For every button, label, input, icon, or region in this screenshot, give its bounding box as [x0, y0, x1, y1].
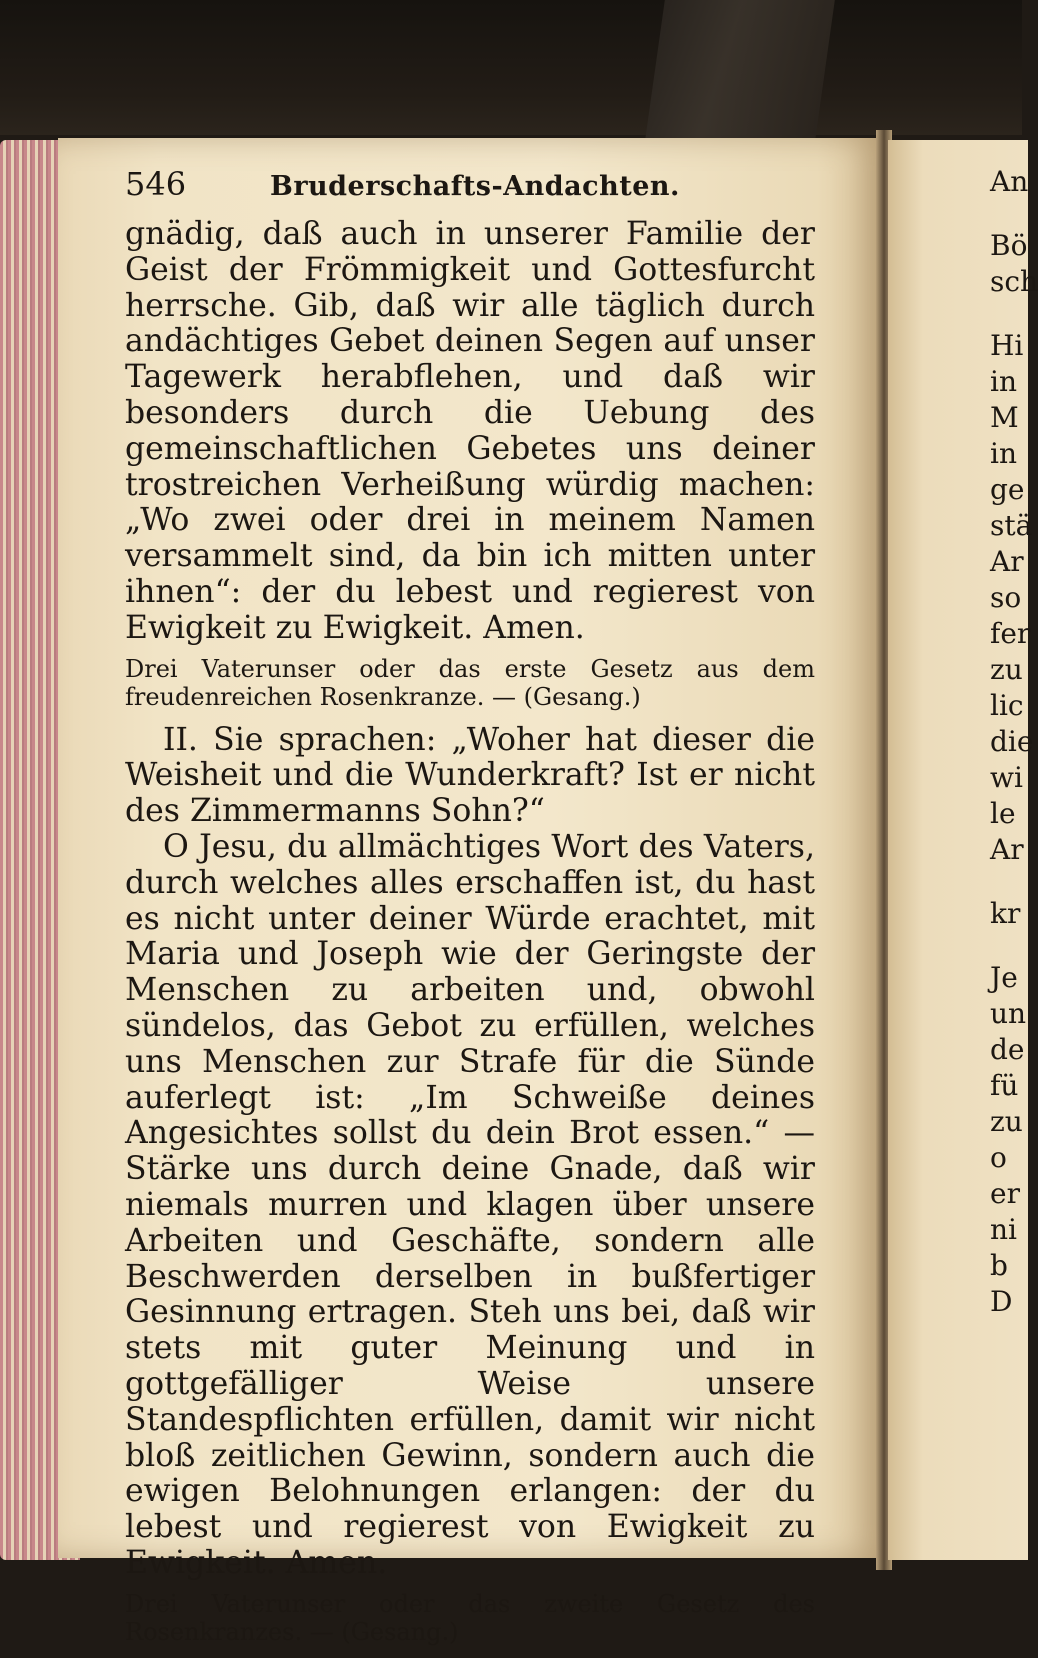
right-page-fragment: le	[990, 797, 1016, 830]
paragraph-prayer-jesus: O Jesu, du allmächtiges Wort des Vaters, durch welches alles erschaffen ist, du hast es nicht unter deiner Würde erachtet, mit Maria und Joseph wie der Geringste der Menschen zu arbeiten und, obwohl sündelos, das Gebot zu erfüllen, welches uns Menschen zur Strafe für die Sünde auferlegt ist: „Im Schweiße deines Angesichtes sollst du dein Brot essen.“ — Stärke uns durch deine Gnade, daß wir niemals murren und klagen über unsere Arbeiten und Geschäfte, sondern alle Beschwerden derselben in bußfertiger Gesinnung ertragen. Steh uns bei, daß wir stets mit guter Meinung und in gottgefälliger Weise unsere Standespflichten erfüllen, damit wir nicht bloß zeitlichen Gewinn, sondern auch die ewigen Belohnungen erlangen: der du lebest und regierest von Ewigkeit zu Ewigkeit. Amen.	[125, 828, 815, 1581]
paragraph-section-ii: II. Sie sprachen: „Woher hat dieser die Weisheit und die Wunderkraft? Ist er nicht des Zimmermanns Sohn?“	[125, 721, 815, 830]
right-page-fragment: zu	[990, 1105, 1023, 1138]
note-first-decade: Drei Vaterunser oder das erste Gesetz aus dem freudenreichen Rosenkranze. — (Gesang.)	[125, 654, 815, 711]
right-page-fragment: Hi	[990, 329, 1024, 362]
right-page-text	[990, 165, 1038, 1321]
running-title: Bruderschafts-Andachten.	[270, 171, 680, 202]
right-page-fragment: M	[990, 401, 1019, 434]
right-page-fragment: b	[990, 1249, 1008, 1282]
right-page-fragment: lic	[990, 689, 1024, 722]
page-header	[125, 165, 815, 217]
note-second-decade: Drei Vaterunser oder das zweite Gesetz des Rosenkranzes. — (Gesang.)	[125, 1589, 815, 1646]
right-page-fragment: fü	[990, 1069, 1019, 1102]
right-page-fragment: in	[990, 437, 1017, 470]
right-page-fragment: fer	[990, 617, 1031, 650]
right-page-fragment: An	[990, 165, 1029, 198]
right-page-fragment: Ar	[990, 545, 1024, 578]
right-page-fragment: stä	[990, 509, 1033, 542]
paragraph-prayer-end: gnädig, daß auch in unserer Familie der Geist der Frömmigkeit und Gottesfurcht herrsche. Gib, daß wir alle täglich durch andächtiges Gebet deinen Segen auf unser Tagewerk herabflehen, und daß wir besonders durch die Uebung des gemeinschaftlichen Gebetes uns deiner trostreichen Verheißung würdig machen: „Wo zwei oder drei in meinem Namen versammelt sind, da bin ich mitten unter ihnen“: der du lebest und regierest von Ewigkeit zu Ewigkeit. Amen.	[125, 216, 815, 646]
right-page-fragment: ge	[990, 473, 1025, 506]
right-page-fragment: wi	[990, 761, 1023, 794]
page-content	[125, 165, 815, 1658]
right-page-fragment: so	[990, 581, 1022, 614]
right-page-fragment: o	[990, 1141, 1007, 1174]
page-number: 546	[125, 165, 187, 203]
right-page-fragment: de	[990, 1033, 1025, 1066]
right-page-fragment: er	[990, 1177, 1020, 1210]
right-page-fragment: Ar	[990, 833, 1024, 866]
bookmark-ribbon	[645, 0, 835, 140]
right-page-fragment: in	[990, 365, 1017, 398]
right-page-fragment: sch	[990, 265, 1038, 298]
right-page-fragment: zu	[990, 653, 1023, 686]
background-shadow	[0, 0, 1022, 135]
right-page-fragment: Bö	[990, 229, 1028, 262]
right-page-fragment: die	[990, 725, 1034, 758]
right-page-fragment: Je	[990, 961, 1018, 994]
right-page-fragment: D	[990, 1285, 1013, 1318]
right-page-fragment: un	[990, 997, 1027, 1030]
right-page-fragment: kr	[990, 897, 1021, 930]
right-page-fragment: ni	[990, 1213, 1017, 1246]
